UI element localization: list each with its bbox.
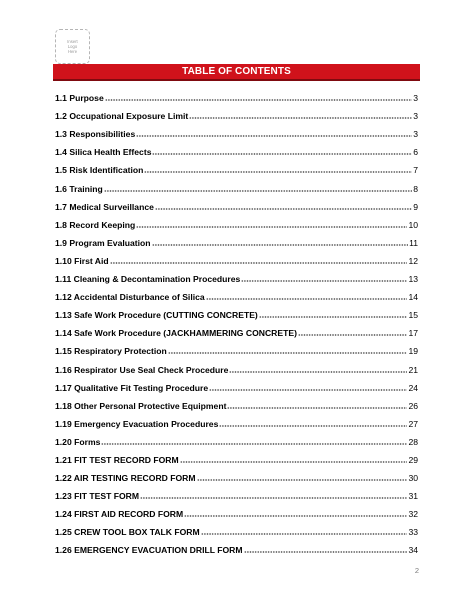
logo-placeholder-text: Insert Logo Here [67,39,78,54]
toc-entry-label[interactable]: 1.21 FIT TEST RECORD FORM [55,454,179,465]
toc-entry[interactable] [55,411,418,429]
toc-entry[interactable] [55,194,418,212]
toc-entry-label[interactable]: 1.3 Responsibilities [55,129,136,140]
toc-entry[interactable] [55,230,418,248]
toc-entry-label[interactable]: 1.15 Respiratory Protection [55,346,167,357]
toc-entry-page-number[interactable]: 7 [413,165,418,176]
toc-entry-label[interactable]: 1.1 Purpose [55,93,104,104]
toc-entry-page-number[interactable]: 8 [413,183,418,194]
toc-entry[interactable] [55,483,418,501]
toc-entry-label[interactable]: 1.4 Silica Health Effects [55,147,152,158]
toc-entry-label[interactable]: 1.11 Cleaning & Decontamination Procedures [55,274,241,285]
toc-dot-leader [298,334,407,336]
toc-dot-leader [241,280,407,282]
toc-dot-leader [219,425,407,427]
toc-entry[interactable] [55,284,418,302]
toc-dot-leader [144,171,412,173]
toc-entry[interactable] [55,157,418,175]
toc-entry-page-number[interactable]: 31 [408,491,418,502]
toc-entry-page-number[interactable]: 12 [408,255,418,266]
toc-dot-leader [101,443,407,445]
toc-entry-label[interactable]: 1.5 Risk Identification [55,165,144,176]
toc-dot-leader [152,153,412,155]
toc-dot-leader [152,244,409,246]
toc-entry-label[interactable]: 1.16 Respirator Use Seal Check Procedure [55,364,229,375]
logo-placeholder [55,29,90,64]
toc-entry-label[interactable]: 1.20 Forms [55,436,101,447]
toc-entry[interactable] [55,338,418,356]
toc-entry-label[interactable]: 1.8 Record Keeping [55,219,136,230]
toc-entry-page-number[interactable]: 3 [413,111,418,122]
toc-entry-label[interactable]: 1.7 Medical Surveillance [55,201,154,212]
toc-dot-leader [110,262,408,264]
toc-entry-page-number[interactable]: 27 [408,418,418,429]
toc-entry-label[interactable]: 1.14 Safe Work Procedure (JACKHAMMERING CONCRETE) [55,328,297,339]
toc-entry-page-number[interactable]: 9 [413,201,418,212]
toc-entry-page-number[interactable]: 32 [408,509,418,520]
toc-entry[interactable] [55,302,418,320]
toc-entry-page-number[interactable]: 28 [408,436,418,447]
toc-dot-leader [140,497,407,499]
toc-entry-page-number[interactable]: 26 [408,400,418,411]
toc-dot-leader [227,407,407,409]
toc-entry[interactable] [55,121,418,139]
toc-entry-page-number[interactable]: 34 [408,545,418,556]
toc-entry-label[interactable]: 1.25 CREW TOOL BOX TALK FORM [55,527,200,538]
toc-entry-label[interactable]: 1.24 FIRST AID RECORD FORM [55,509,184,520]
toc-entry-label[interactable]: 1.6 Training [55,183,103,194]
toc-entry[interactable] [55,356,418,374]
toc-entry-page-number[interactable]: 10 [408,219,418,230]
toc-entry[interactable] [55,320,418,338]
toc-entry[interactable] [55,519,418,537]
toc-dot-leader [105,99,413,101]
toc-entry[interactable] [55,139,418,157]
toc-entry-page-number[interactable]: 13 [408,274,418,285]
toc-entry[interactable] [55,85,418,103]
toc-entry-page-number[interactable]: 29 [408,454,418,465]
toc-entry[interactable] [55,537,418,555]
toc-dot-leader [229,371,407,373]
toc-entry-page-number[interactable]: 30 [408,473,418,484]
toc-entry-label[interactable]: 1.13 Safe Work Procedure (CUTTING CONCRETE) [55,310,258,321]
toc-entry-page-number[interactable]: 3 [413,129,418,140]
toc-list [55,85,418,555]
toc-entry[interactable] [55,393,418,411]
toc-entry-page-number[interactable]: 14 [408,292,418,303]
toc-dot-leader [184,515,407,517]
toc-entry-page-number[interactable]: 19 [408,346,418,357]
toc-entry[interactable] [55,501,418,519]
toc-entry-label[interactable]: 1.9 Program Evaluation [55,237,151,248]
toc-entry[interactable] [55,375,418,393]
toc-entry[interactable] [55,429,418,447]
toc-entry[interactable] [55,248,418,266]
toc-entry-label[interactable]: 1.10 First Aid [55,255,109,266]
toc-header-bar [53,64,420,81]
toc-dot-leader [189,117,412,119]
toc-title: TABLE OF CONTENTS [182,66,291,77]
toc-entry-page-number[interactable]: 17 [408,328,418,339]
toc-entry-page-number[interactable]: 15 [408,310,418,321]
toc-dot-leader [259,316,408,318]
toc-dot-leader [136,226,407,228]
toc-entry-label[interactable]: 1.26 EMERGENCY EVACUATION DRILL FORM [55,545,243,556]
toc-entry[interactable] [55,175,418,193]
toc-entry-label[interactable]: 1.12 Accidental Disturbance of Silica [55,292,205,303]
page-number: 2 [414,566,419,575]
toc-entry-label[interactable]: 1.18 Other Personal Protective Equipment [55,400,227,411]
toc-dot-leader [104,190,412,192]
toc-dot-leader [180,461,408,463]
toc-entry[interactable] [55,447,418,465]
toc-entry-label[interactable]: 1.22 AIR TESTING RECORD FORM [55,473,196,484]
toc-dot-leader [244,551,408,553]
toc-entry-page-number[interactable]: 11 [409,237,418,248]
toc-dot-leader [209,389,407,391]
toc-dot-leader [197,479,408,481]
toc-entry[interactable] [55,103,418,121]
toc-entry-page-number[interactable]: 33 [408,527,418,538]
toc-entry-label[interactable]: 1.19 Emergency Evacuation Procedures [55,418,219,429]
toc-dot-leader [155,208,412,210]
toc-entry-label[interactable]: 1.17 Qualitative Fit Testing Procedure [55,382,209,393]
toc-entry-page-number[interactable]: 21 [408,364,418,375]
toc-entry-label[interactable]: 1.2 Occupational Exposure Limit [55,111,189,122]
toc-entry[interactable] [55,465,418,483]
toc-entry[interactable] [55,212,418,230]
toc-dot-leader [168,352,408,354]
toc-entry-page-number[interactable]: 6 [413,147,418,158]
toc-entry-page-number[interactable]: 3 [413,93,418,104]
toc-dot-leader [136,135,412,137]
toc-entry[interactable] [55,266,418,284]
toc-entry-label[interactable]: 1.23 FIT TEST FORM [55,491,140,502]
toc-entry-page-number[interactable]: 24 [408,382,418,393]
toc-dot-leader [206,298,408,300]
toc-dot-leader [201,533,408,535]
